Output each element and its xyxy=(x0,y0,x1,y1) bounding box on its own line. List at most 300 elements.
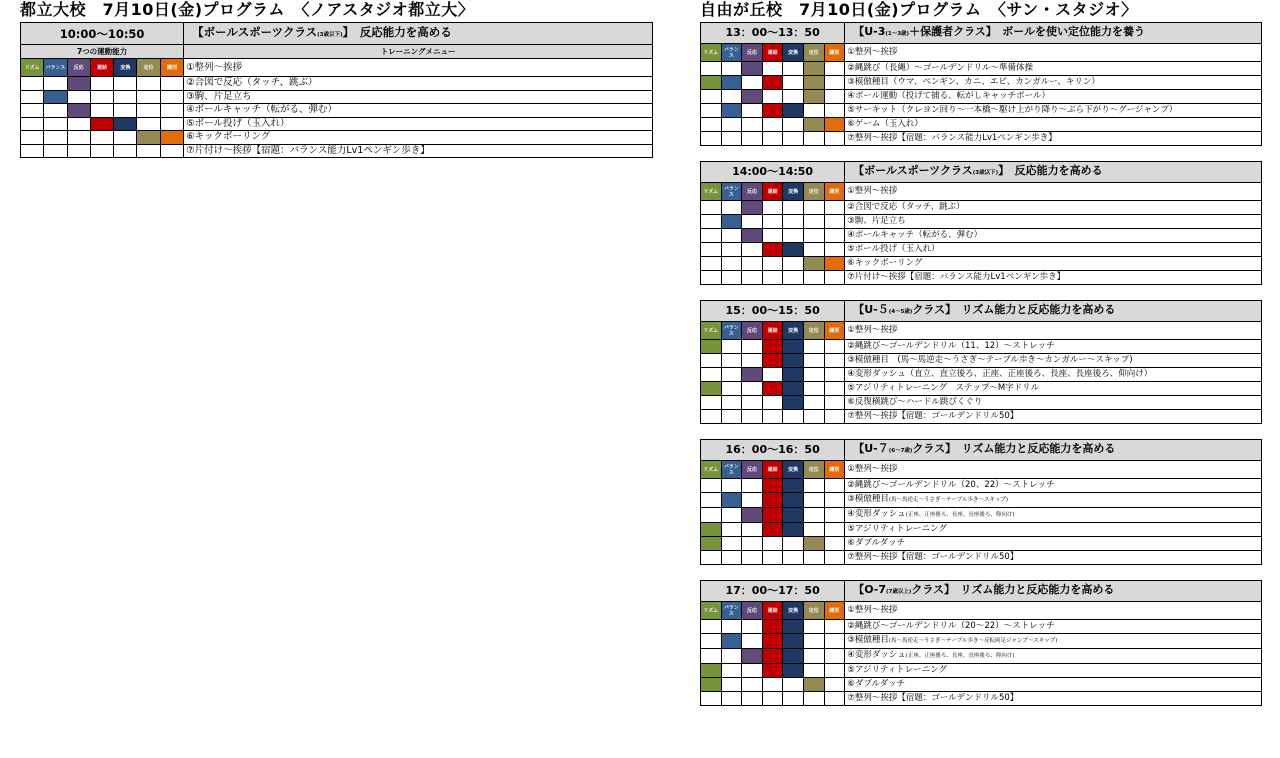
ability-cell xyxy=(701,692,722,706)
menu-item-text: ①整列〜挨拶 xyxy=(847,605,898,615)
ability-cell xyxy=(783,201,804,215)
ability-label-link: 連結 xyxy=(762,322,783,340)
right-schedule xyxy=(700,22,1262,706)
ability-cell-balance xyxy=(721,634,742,649)
menu-item-text: ⑤アジリティトレーニング xyxy=(847,665,947,675)
ability-label-rhythm: リズム xyxy=(701,44,722,62)
ability-cell xyxy=(721,62,742,76)
menu-item xyxy=(845,678,1262,692)
ability-cell xyxy=(21,77,44,91)
ability-label-rhythm: リズム xyxy=(701,322,722,340)
ability-cell xyxy=(783,257,804,271)
ability-cell xyxy=(824,368,845,382)
ability-label-ident: 識別 xyxy=(160,59,183,77)
ability-cell xyxy=(44,104,67,118)
ability-cell xyxy=(137,90,160,104)
ability-label-link: 連結 xyxy=(90,59,113,77)
ability-cell xyxy=(762,368,783,382)
menu-item-text: ⑥反復横跳び〜ハードル跳びくぐり xyxy=(847,397,983,407)
menu-item xyxy=(184,117,653,131)
menu-item xyxy=(845,62,1262,76)
ability-label-balance: バランス xyxy=(44,59,67,77)
ability-cell-rhythm xyxy=(701,76,722,90)
ability-cell-react xyxy=(67,77,90,91)
menu-row xyxy=(701,340,1262,354)
menu-item-text: ④変形ダッシュ xyxy=(847,650,906,660)
menu-item xyxy=(845,44,1262,62)
ability-cell-switch xyxy=(783,479,804,493)
ability-cell xyxy=(742,215,763,229)
ability-cell xyxy=(721,271,742,285)
ability-label-switch: 変換 xyxy=(783,602,804,620)
ability-cell xyxy=(701,229,722,243)
ability-cell-link xyxy=(762,523,783,537)
menu-row xyxy=(701,382,1262,396)
ability-cell xyxy=(803,396,824,410)
ability-cell xyxy=(783,410,804,424)
ability-cell xyxy=(824,692,845,706)
menu-item-text: ⑦片付け〜挨拶【宿題：バランス能力Lv1ペンギン歩き】 xyxy=(847,272,1066,282)
menu-row xyxy=(701,634,1262,649)
ability-cell xyxy=(701,410,722,424)
ability-cell-pos xyxy=(137,131,160,145)
menu-item-text: ⑦片付け〜挨拶【宿題：バランス能力Lv1ペンギン歩き】 xyxy=(186,144,430,156)
menu-item-text: ⑦整列〜挨拶【宿題：ゴールデンドリル50】 xyxy=(847,693,1019,703)
menu-row xyxy=(701,118,1262,132)
menu-item-text: ②縄跳び〜ゴールデンドリル（20〜22）〜ストレッチ xyxy=(847,621,1055,631)
menu-item-text: ⑥ゲーム（玉入れ） xyxy=(847,119,923,129)
time-slot: 13：00〜13：50 xyxy=(701,23,845,44)
block-title-row xyxy=(701,301,1262,322)
ability-cell xyxy=(67,131,90,145)
ability-cell-switch xyxy=(783,354,804,368)
ability-cell xyxy=(824,76,845,90)
ability-cell xyxy=(803,104,824,118)
block-title-row xyxy=(701,581,1262,602)
ability-label-balance: バランス xyxy=(721,183,742,201)
ability-cell xyxy=(824,340,845,354)
ability-cell xyxy=(824,634,845,649)
ability-cell xyxy=(803,382,824,396)
menu-item xyxy=(845,183,1262,201)
menu-item xyxy=(845,410,1262,424)
menu-item-text: ④変形ダッシュ xyxy=(847,509,906,519)
class-title-age: (7歳以上) xyxy=(886,589,912,595)
ability-cell xyxy=(762,692,783,706)
ability-cell xyxy=(824,410,845,424)
menu-item-text: ②縄跳び〜ゴールデンドリル（20、22）〜ストレッチ xyxy=(847,480,1055,490)
ability-cell-pos xyxy=(803,257,824,271)
ability-cell xyxy=(824,508,845,523)
ability-cell xyxy=(742,271,763,285)
ability-label-balance: バランス xyxy=(721,602,742,620)
class-title-age: (3歳以下) xyxy=(317,32,343,38)
ability-cell xyxy=(824,90,845,104)
ability-cell xyxy=(701,243,722,257)
menu-item-text: ③駒、片足立ち xyxy=(186,90,252,102)
ability-cell xyxy=(742,410,763,424)
ability-cell xyxy=(44,77,67,91)
ability-label-rhythm: リズム xyxy=(701,602,722,620)
ability-cell xyxy=(742,551,763,565)
schedule-table xyxy=(20,22,653,158)
ability-cell xyxy=(701,620,722,634)
ability-cell xyxy=(824,104,845,118)
ability-cell xyxy=(742,634,763,649)
ability-cell xyxy=(721,692,742,706)
menu-item xyxy=(184,104,653,118)
ability-label-ident: 識別 xyxy=(824,602,845,620)
ability-cell-link xyxy=(762,76,783,90)
class-title-pre: 【ボールスポーツクラス xyxy=(853,164,973,177)
ability-cell xyxy=(721,354,742,368)
ability-cell-balance xyxy=(721,104,742,118)
ability-cell-link xyxy=(90,117,113,131)
ability-cell xyxy=(21,144,44,158)
class-title xyxy=(845,440,1262,461)
ability-cell xyxy=(742,678,763,692)
class-title-post: クラス】 リズム能力と反応能力を高める xyxy=(912,303,1116,316)
ability-cell xyxy=(114,144,137,158)
ability-cell xyxy=(721,620,742,634)
menu-row xyxy=(701,649,1262,664)
menu-item-text: ⑤ボール投げ（玉入れ） xyxy=(847,244,940,254)
menu-row xyxy=(701,90,1262,104)
ability-cell xyxy=(701,104,722,118)
ability-label-switch: 変換 xyxy=(783,44,804,62)
menu-row xyxy=(21,90,653,104)
ability-cell-switch xyxy=(783,508,804,523)
ability-cell xyxy=(803,692,824,706)
ability-cell-rhythm xyxy=(701,678,722,692)
ability-cell xyxy=(721,396,742,410)
ability-cell xyxy=(762,410,783,424)
ability-label-balance: バランス xyxy=(721,322,742,340)
ability-cell xyxy=(90,144,113,158)
menu-item-text: ④ボールキャッチ（転がる、弾む） xyxy=(847,230,983,240)
ability-label-pos: 定位 xyxy=(803,183,824,201)
ability-cell xyxy=(803,229,824,243)
ability-cell-switch xyxy=(783,368,804,382)
ability-cell xyxy=(803,664,824,678)
menu-item xyxy=(845,76,1262,90)
ability-cell xyxy=(803,523,824,537)
ability-cell xyxy=(114,131,137,145)
ability-cell xyxy=(701,271,722,285)
ability-cell xyxy=(137,144,160,158)
ability-cell xyxy=(824,215,845,229)
menu-item-text: ⑥キックボーリング xyxy=(186,131,271,143)
menu-row xyxy=(701,243,1262,257)
menu-item-text: ⑦整列〜挨拶【宿題：バランス能力Lv1ペンギン歩き】 xyxy=(847,133,1057,143)
ability-cell xyxy=(824,551,845,565)
schedule-block xyxy=(700,439,1262,565)
ability-cell xyxy=(742,354,763,368)
right-heading: 自由が丘校 7月10日(金)プログラム 〈サン・スタジオ〉 xyxy=(700,0,1138,19)
menu-item xyxy=(845,215,1262,229)
menu-row xyxy=(701,493,1262,508)
ability-cell xyxy=(160,77,183,91)
menu-item-text: ③駒、片足立ち xyxy=(847,216,906,226)
ability-cell xyxy=(721,664,742,678)
ability-cell xyxy=(824,132,845,146)
ability-label-pos: 定位 xyxy=(803,44,824,62)
ability-cell xyxy=(803,649,824,664)
ability-cell-link xyxy=(762,243,783,257)
ability-cell xyxy=(803,620,824,634)
ability-cell xyxy=(721,382,742,396)
ability-cell xyxy=(762,62,783,76)
ability-cell xyxy=(803,634,824,649)
menu-row xyxy=(701,551,1262,565)
menu-row xyxy=(701,664,1262,678)
ability-cell xyxy=(824,271,845,285)
ability-cell-switch xyxy=(783,493,804,508)
menu-item-text: ①整列〜挨拶 xyxy=(847,186,898,196)
ability-cell xyxy=(783,692,804,706)
ability-cell xyxy=(783,90,804,104)
menu-row xyxy=(21,59,653,77)
ability-cell xyxy=(701,62,722,76)
menu-item xyxy=(845,104,1262,118)
class-title xyxy=(845,301,1262,322)
class-title-pre: 【U-７ xyxy=(853,442,889,455)
ability-label-link: 連結 xyxy=(762,461,783,479)
ability-cell xyxy=(90,77,113,91)
menu-item-text: ①整列〜挨拶 xyxy=(847,47,898,57)
class-title-pre: 【ボールスポーツクラス xyxy=(192,25,318,39)
ability-cell-switch xyxy=(783,664,804,678)
ability-cell xyxy=(742,523,763,537)
class-title xyxy=(845,23,1262,44)
ability-cell xyxy=(742,382,763,396)
ability-cell-switch xyxy=(114,117,137,131)
ability-cell-pos xyxy=(803,76,824,90)
class-title-post: ＋保護者クラス】 ボールを使い定位能力を養う xyxy=(909,25,1146,38)
menu-item-text: ⑦整列〜挨拶【宿題：ゴールデンドリル50】 xyxy=(847,552,1019,562)
menu-row xyxy=(21,144,653,158)
menu-item xyxy=(845,229,1262,243)
menu-item-text: ④ボール運動（投げて捕る、転がしキャッチボール） xyxy=(847,91,1051,101)
ability-cell-link xyxy=(762,354,783,368)
ability-cell xyxy=(783,271,804,285)
ability-label-rhythm: リズム xyxy=(701,183,722,201)
ability-cell xyxy=(701,132,722,146)
menu-row xyxy=(21,77,653,91)
menu-row xyxy=(701,257,1262,271)
menu-row xyxy=(701,229,1262,243)
ability-cell xyxy=(803,132,824,146)
ability-cell xyxy=(824,678,845,692)
ability-cell-pos xyxy=(803,118,824,132)
block-title-row xyxy=(701,440,1262,461)
ability-cell-rhythm xyxy=(701,340,722,354)
menu-item-text: ②合図で反応（タッチ、跳ぶ） xyxy=(186,77,318,89)
ability-cell xyxy=(803,368,824,382)
menu-item-text: ①整列〜挨拶 xyxy=(847,464,898,474)
menu-item xyxy=(845,322,1262,340)
ability-cell xyxy=(762,215,783,229)
ability-cell-ident xyxy=(824,257,845,271)
menu-row xyxy=(701,62,1262,76)
ability-cell xyxy=(137,117,160,131)
ability-cell-switch xyxy=(783,104,804,118)
menu-item xyxy=(845,90,1262,104)
time-slot: 17：00〜17：50 xyxy=(701,581,845,602)
ability-cell xyxy=(742,479,763,493)
ability-cell xyxy=(721,678,742,692)
ability-cell xyxy=(824,664,845,678)
left-schedule xyxy=(20,22,653,158)
ability-cell xyxy=(742,664,763,678)
ability-cell xyxy=(783,118,804,132)
class-title-post: クラス】 リズム能力と反応能力を高める xyxy=(911,583,1115,596)
time-slot: 15：00〜15：50 xyxy=(701,301,845,322)
ability-cell xyxy=(762,551,783,565)
ability-cell-ident xyxy=(160,131,183,145)
sub-header-row xyxy=(21,45,653,59)
menu-row xyxy=(701,461,1262,479)
ability-cell-link xyxy=(762,620,783,634)
menu-row xyxy=(701,602,1262,620)
menu-item xyxy=(845,118,1262,132)
menu-row xyxy=(701,508,1262,523)
ability-cell xyxy=(21,117,44,131)
time-slot: 14:00〜14:50 xyxy=(701,162,845,183)
menu-row xyxy=(701,396,1262,410)
ability-label-pos: 定位 xyxy=(137,59,160,77)
ability-cell-balance xyxy=(721,215,742,229)
menu-item xyxy=(845,354,1262,368)
ability-cell xyxy=(67,117,90,131)
ability-cell xyxy=(701,215,722,229)
ability-cell-ident xyxy=(824,118,845,132)
ability-cell xyxy=(114,104,137,118)
ability-cell xyxy=(67,90,90,104)
menu-row xyxy=(701,368,1262,382)
menu-item-text: ⑥ダブルダッチ xyxy=(847,679,906,689)
schedule-block xyxy=(20,22,653,158)
class-title-pre: 【U-５ xyxy=(853,303,889,316)
ability-cell xyxy=(803,271,824,285)
ability-cell xyxy=(721,257,742,271)
ability-cell-link xyxy=(762,493,783,508)
menu-item xyxy=(845,634,1262,649)
ability-cell xyxy=(44,131,67,145)
menu-row xyxy=(701,201,1262,215)
menu-row xyxy=(21,131,653,145)
menu-item-text: ⑤アジリティトレーニング xyxy=(847,524,947,534)
ability-cell xyxy=(803,493,824,508)
ability-cell xyxy=(824,229,845,243)
ability-cell xyxy=(803,410,824,424)
ability-cell xyxy=(742,396,763,410)
block-title-row xyxy=(21,23,653,45)
class-title-post: クラス】 リズム能力と反応能力を高める xyxy=(912,442,1116,455)
class-title-post: 】 反応能力を高める xyxy=(998,164,1103,177)
menu-row xyxy=(701,44,1262,62)
ability-cell xyxy=(701,257,722,271)
ability-cell-switch xyxy=(783,396,804,410)
ability-cell-link xyxy=(762,664,783,678)
ability-label-ident: 識別 xyxy=(824,44,845,62)
ability-label-switch: 変換 xyxy=(783,461,804,479)
menu-item xyxy=(845,132,1262,146)
menu-row xyxy=(701,183,1262,201)
ability-cell xyxy=(67,144,90,158)
ability-cell xyxy=(44,144,67,158)
ability-cell xyxy=(21,90,44,104)
ability-cell xyxy=(824,523,845,537)
ability-cell xyxy=(803,340,824,354)
ability-cell xyxy=(701,354,722,368)
ability-cell-balance xyxy=(721,493,742,508)
ability-cell xyxy=(160,117,183,131)
ability-cell xyxy=(701,479,722,493)
ability-cell xyxy=(701,649,722,664)
ability-cell xyxy=(721,201,742,215)
menu-item-text: ⑤ボール投げ（玉入れ） xyxy=(186,117,290,129)
ability-cell xyxy=(114,90,137,104)
schedule-block xyxy=(700,161,1262,285)
ability-cell-link xyxy=(762,382,783,396)
class-title-age: (6〜7歳) xyxy=(888,448,913,454)
menu-row xyxy=(701,354,1262,368)
ability-cell xyxy=(762,201,783,215)
class-title xyxy=(184,23,653,45)
menu-item xyxy=(845,340,1262,354)
ability-cell-switch xyxy=(783,243,804,257)
ability-cell xyxy=(824,243,845,257)
block-title-row xyxy=(701,162,1262,183)
ability-cell xyxy=(803,354,824,368)
ability-cell xyxy=(824,479,845,493)
ability-cell-switch xyxy=(783,649,804,664)
menu-row xyxy=(21,104,653,118)
ability-cell xyxy=(783,62,804,76)
ability-label-pos: 定位 xyxy=(803,322,824,340)
schedule-block xyxy=(700,580,1262,706)
ability-label-rhythm: リズム xyxy=(21,59,44,77)
ability-cell xyxy=(742,493,763,508)
menu-item xyxy=(845,692,1262,706)
menu-row xyxy=(701,523,1262,537)
menu-item xyxy=(184,59,653,77)
class-title-post: 】 反応能力を高める xyxy=(342,25,452,39)
menu-item-text: ⑥ダブルダッチ xyxy=(847,538,906,548)
menu-row xyxy=(701,104,1262,118)
ability-cell xyxy=(762,396,783,410)
menu-item xyxy=(845,602,1262,620)
ability-cell-switch xyxy=(783,620,804,634)
menu-item xyxy=(845,382,1262,396)
ability-cell xyxy=(742,118,763,132)
block-title-row xyxy=(701,23,1262,44)
ability-cell xyxy=(742,340,763,354)
menu-item-text: ①整列〜挨拶 xyxy=(186,61,243,73)
ability-cell xyxy=(701,368,722,382)
ability-label-link: 連結 xyxy=(762,183,783,201)
ability-cell xyxy=(137,77,160,91)
class-title-pre: 【O-7 xyxy=(853,583,887,596)
ability-cell xyxy=(762,132,783,146)
ability-cell xyxy=(762,537,783,551)
schedule-table xyxy=(700,580,1262,706)
ability-cell xyxy=(721,90,742,104)
menu-row xyxy=(701,76,1262,90)
ability-label-react: 反応 xyxy=(742,602,763,620)
left-column xyxy=(20,0,653,173)
